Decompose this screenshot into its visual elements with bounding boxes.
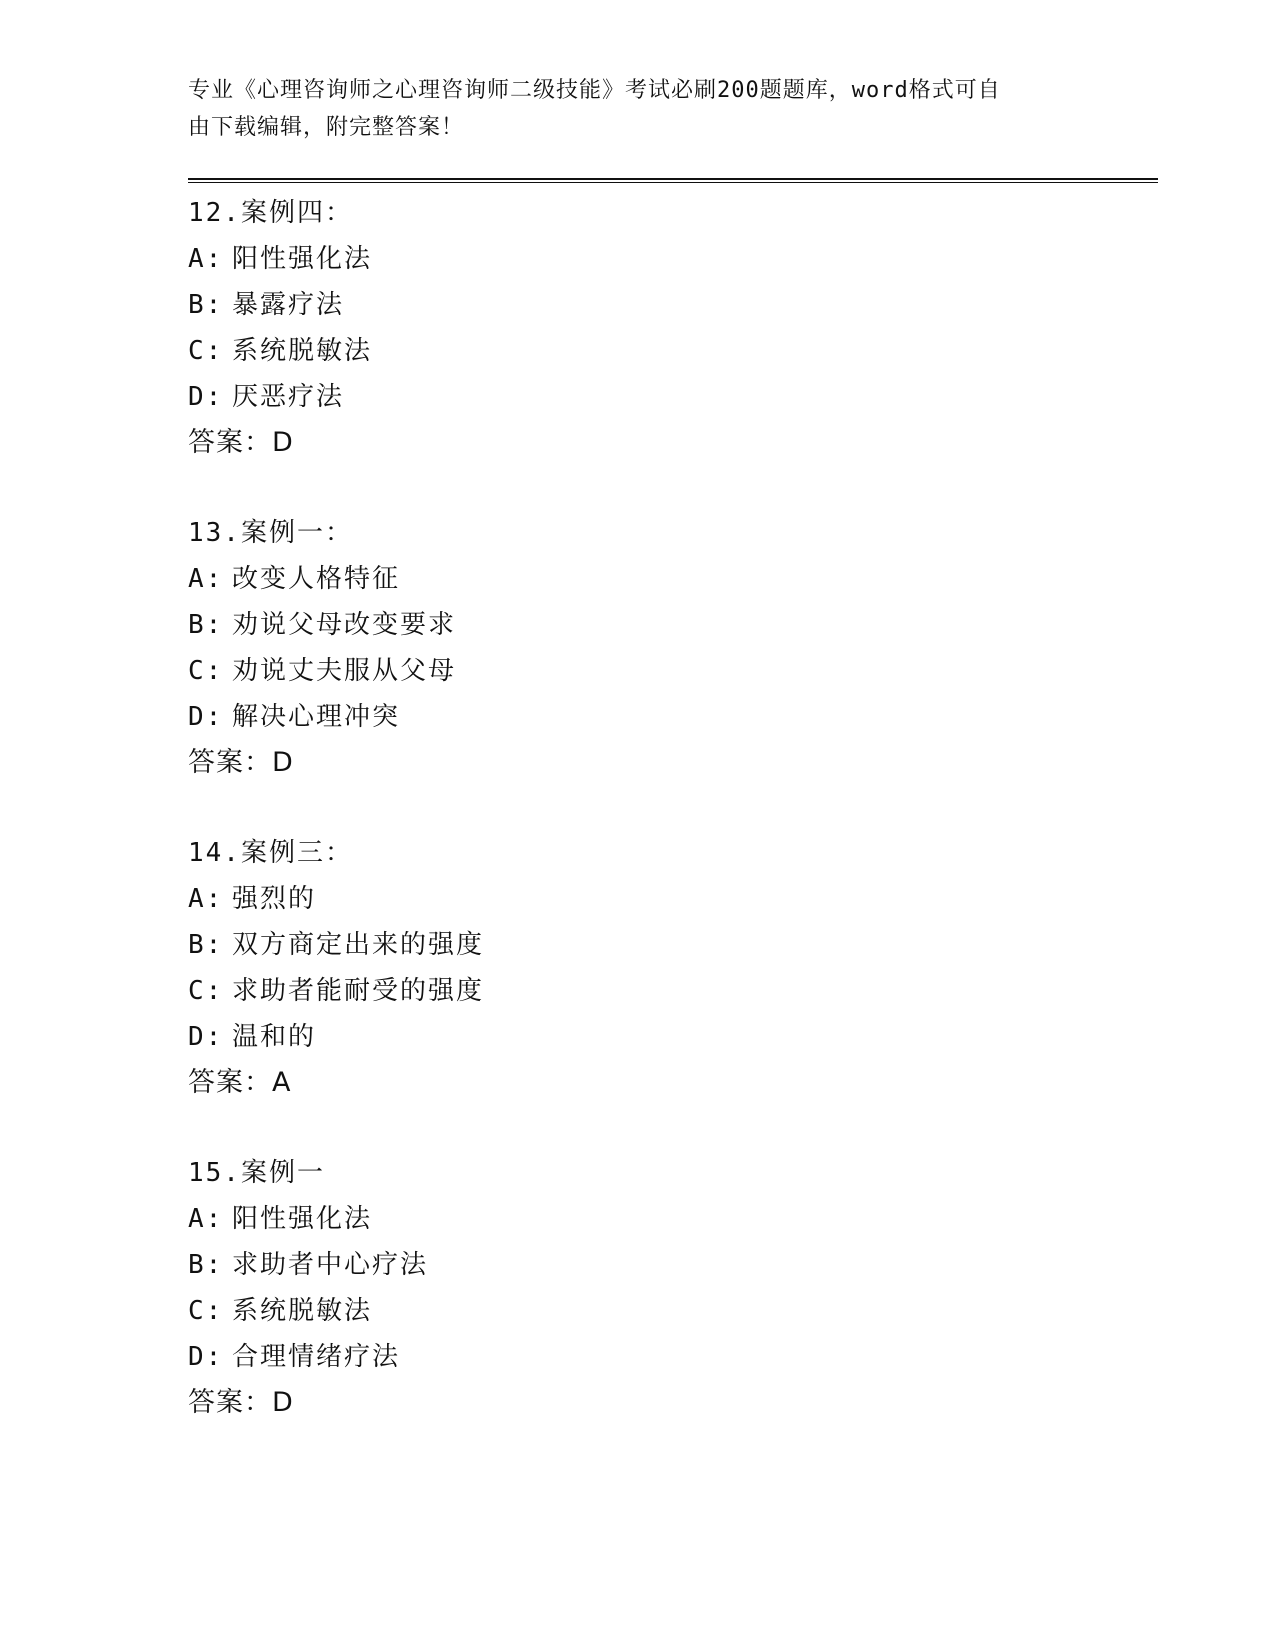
option-b xyxy=(188,1242,1148,1288)
option-letter: C: xyxy=(188,656,224,686)
option-b xyxy=(188,602,1148,648)
answer-line: 答案：D xyxy=(188,427,294,458)
option-a xyxy=(188,1196,1148,1242)
option-letter: C: xyxy=(188,336,224,366)
question-list xyxy=(188,190,1148,1470)
option-letter: A: xyxy=(188,884,224,914)
answer-line: 答案：D xyxy=(188,747,294,778)
option-c xyxy=(188,968,1148,1014)
option-text: 求助者能耐受的强度 xyxy=(232,976,485,1006)
option-letter: D: xyxy=(188,1022,224,1052)
header-line-1: 专业《心理咨询师之心理咨询师二级技能》考试必刷200题题库，word格式可自 xyxy=(188,78,1001,103)
option-letter: A: xyxy=(188,244,224,274)
option-c xyxy=(188,648,1148,694)
option-c xyxy=(188,328,1148,374)
option-letter: D: xyxy=(188,1342,224,1372)
option-a xyxy=(188,556,1148,602)
option-text: 双方商定出来的强度 xyxy=(232,930,485,960)
option-letter: A: xyxy=(188,1204,224,1234)
question-title: 15.案例一 xyxy=(188,1158,325,1188)
option-text: 暴露疗法 xyxy=(232,290,345,320)
option-d xyxy=(188,1334,1148,1380)
option-text: 合理情绪疗法 xyxy=(232,1342,401,1372)
option-letter: D: xyxy=(188,382,224,412)
option-a xyxy=(188,876,1148,922)
question-15 xyxy=(188,1150,1148,1470)
option-letter: C: xyxy=(188,976,224,1006)
header-line-2: 由下载编辑，附完整答案！ xyxy=(188,115,465,140)
question-14 xyxy=(188,830,1148,1150)
option-letter: B: xyxy=(188,290,224,320)
question-title: 14.案例三： xyxy=(188,838,353,868)
option-letter: D: xyxy=(188,702,224,732)
question-13 xyxy=(188,510,1148,830)
option-c xyxy=(188,1288,1148,1334)
option-text: 系统脱敏法 xyxy=(232,336,373,366)
option-b xyxy=(188,922,1148,968)
option-text: 求助者中心疗法 xyxy=(232,1250,429,1280)
option-a xyxy=(188,236,1148,282)
question-12 xyxy=(188,190,1148,510)
header-divider xyxy=(188,178,1158,183)
option-letter: B: xyxy=(188,930,224,960)
option-b xyxy=(188,282,1148,328)
question-title: 12.案例四： xyxy=(188,198,353,228)
document-header xyxy=(188,72,1068,146)
option-letter: C: xyxy=(188,1296,224,1326)
option-text: 阳性强化法 xyxy=(232,244,373,274)
option-text: 改变人格特征 xyxy=(232,564,401,594)
option-text: 劝说父母改变要求 xyxy=(232,610,457,640)
answer-line: 答案：D xyxy=(188,1387,294,1418)
option-d xyxy=(188,374,1148,420)
option-text: 厌恶疗法 xyxy=(232,382,345,412)
option-text: 劝说丈夫服从父母 xyxy=(232,656,457,686)
option-text: 强烈的 xyxy=(232,884,317,914)
option-d xyxy=(188,694,1148,740)
option-letter: A: xyxy=(188,564,224,594)
option-text: 解决心理冲突 xyxy=(232,702,401,732)
answer-line: 答案：A xyxy=(188,1067,292,1098)
option-text: 温和的 xyxy=(232,1022,317,1052)
question-title: 13.案例一： xyxy=(188,518,353,548)
option-text: 系统脱敏法 xyxy=(232,1296,373,1326)
option-letter: B: xyxy=(188,1250,224,1280)
option-letter: B: xyxy=(188,610,224,640)
option-d xyxy=(188,1014,1148,1060)
option-text: 阳性强化法 xyxy=(232,1204,373,1234)
